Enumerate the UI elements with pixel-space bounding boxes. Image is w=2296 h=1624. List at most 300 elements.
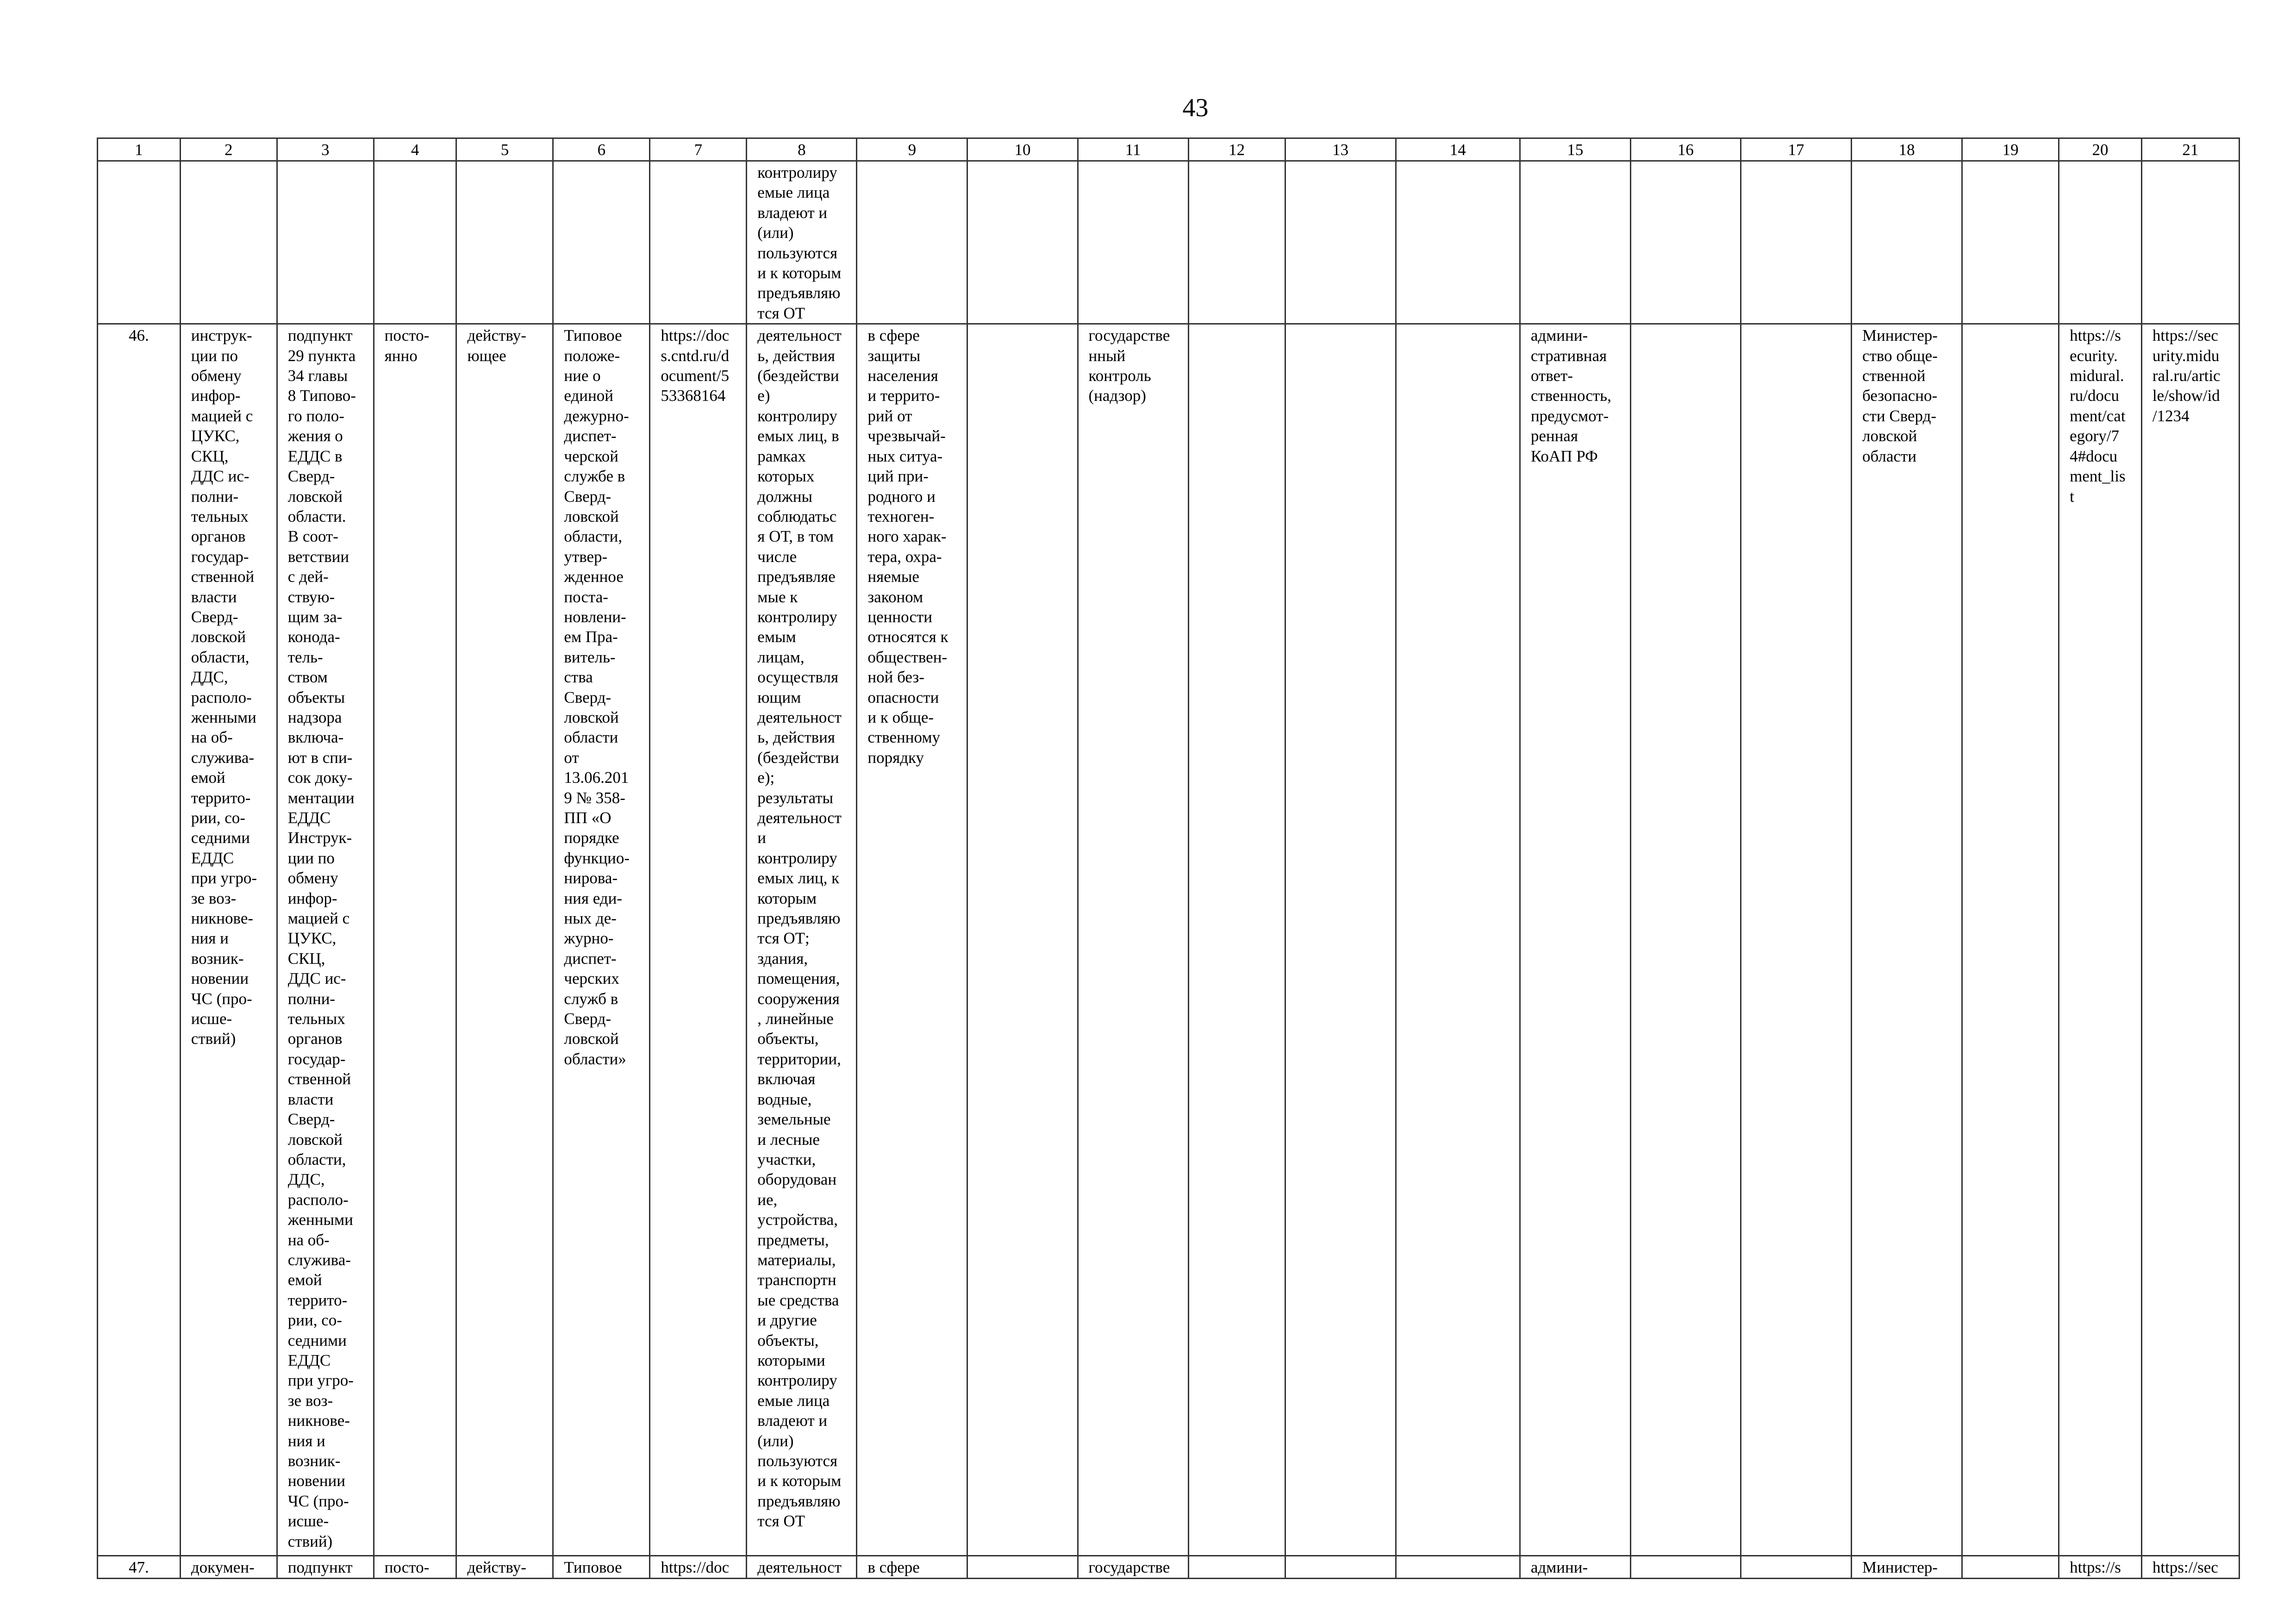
- cell-line: возник-: [191, 949, 244, 968]
- cell-line: е);: [757, 768, 775, 787]
- cell-line: обществен-: [867, 648, 948, 666]
- cell-line: ции по: [287, 849, 335, 867]
- cell-line: ственной: [1862, 367, 1926, 385]
- cell-c19: [1962, 161, 2059, 324]
- cell-line: КоАП РФ: [1530, 447, 1598, 465]
- cell-line: законом: [867, 587, 923, 606]
- cell-line: деятельност: [757, 809, 842, 827]
- cell-line: техноген-: [867, 507, 935, 525]
- cell-line: порядке: [564, 829, 619, 847]
- cell-c13: [1285, 1556, 1396, 1579]
- cell-line: помещения,: [757, 969, 840, 988]
- cell-line: ие,: [757, 1190, 778, 1209]
- cell-line: ocument/5: [661, 367, 730, 385]
- cell-line: (надзор): [1088, 387, 1146, 405]
- cell-line: го поло-: [287, 406, 344, 425]
- cell-line: Сверд-: [564, 1010, 611, 1028]
- cell-line: области,: [287, 1150, 346, 1168]
- column-number: 16: [1630, 138, 1741, 161]
- cell-line: тся ОТ: [757, 1512, 805, 1530]
- cell-line: ловской: [1862, 427, 1917, 445]
- column-number: 9: [857, 138, 967, 161]
- cell-line: ства: [564, 668, 593, 687]
- cell-line: службе в: [564, 467, 625, 486]
- cell-line: относятся к: [867, 628, 948, 646]
- cell-line: 46.: [129, 326, 149, 345]
- column-number: 10: [967, 138, 1078, 161]
- cell-line: egory/7: [2070, 427, 2119, 445]
- cell-line: от: [564, 748, 579, 767]
- cell-requirement-name: [180, 324, 277, 1556]
- cell-line: СКЦ,: [191, 447, 229, 465]
- cell-line: новении: [191, 969, 249, 988]
- cell-c14: [1396, 161, 1520, 324]
- column-number: 18: [1852, 138, 1962, 161]
- cell-line: https://s: [2070, 326, 2121, 345]
- cell-control-object: деятельност: [747, 1556, 857, 1579]
- cell-c17: [1741, 1556, 1851, 1579]
- cell-line: посто-: [384, 326, 430, 345]
- cell-article-link[interactable]: https://sec: [2141, 1556, 2239, 1579]
- cell-line: террито-: [287, 1291, 348, 1309]
- cell-c7: [650, 161, 747, 324]
- cell-line: , линейные: [757, 1010, 834, 1028]
- cell-line: власти: [191, 587, 237, 606]
- cell-c15: [1520, 161, 1630, 324]
- cell-line: деятельност: [757, 708, 842, 726]
- cell-line: мацией с: [191, 406, 253, 425]
- cell-line: Сверд-: [287, 1110, 335, 1129]
- cell-line: админи-: [1530, 326, 1588, 345]
- cell-line: защиты: [867, 346, 921, 365]
- cell-guidance-link[interactable]: [2059, 324, 2142, 1556]
- cell-line: ловской: [564, 1030, 619, 1048]
- cell-c12: [1188, 161, 1285, 324]
- cell-authority: [1852, 324, 1962, 1556]
- cell-line: водные,: [757, 1090, 812, 1108]
- cell-line: янно: [384, 346, 418, 365]
- cell-line: (бездействи: [757, 748, 839, 767]
- cell-c12: [1188, 324, 1285, 1556]
- column-number: 15: [1520, 138, 1630, 161]
- cell-line: родного и: [867, 487, 936, 506]
- column-number: 12: [1188, 138, 1285, 161]
- cell-line: поста-: [564, 587, 608, 606]
- cell-c2: [180, 161, 277, 324]
- cell-line: ДДС ис-: [287, 969, 346, 988]
- cell-c20: [2059, 161, 2142, 324]
- cell-line: ловской: [564, 708, 619, 726]
- cell-line: ют в спи-: [287, 748, 353, 767]
- cell-line: инфор-: [191, 387, 241, 405]
- cell-line: тся ОТ: [757, 304, 805, 322]
- cell-line: транспортн: [757, 1271, 836, 1289]
- cell-c14: [1396, 324, 1520, 1556]
- column-number: 20: [2059, 138, 2142, 161]
- cell-line: обмену: [191, 367, 242, 385]
- cell-line: лицам,: [757, 648, 805, 666]
- table-row-46: [98, 324, 2240, 1556]
- cell-line: чрезвычай-: [867, 427, 946, 445]
- cell-line: оборудован: [757, 1170, 837, 1189]
- cell-line: Сверд-: [564, 487, 611, 506]
- cell-line: новении: [287, 1472, 346, 1490]
- column-number: 3: [277, 138, 374, 161]
- cell-c16: [1630, 324, 1741, 1556]
- cell-line: территории,: [757, 1049, 841, 1068]
- cell-line: емой: [287, 1271, 322, 1289]
- cell-line: инструк-: [191, 326, 252, 345]
- cell-line: опасности: [867, 688, 939, 706]
- cell-act-link[interactable]: [650, 324, 747, 1556]
- cell-line: ЧС (про-: [287, 1492, 349, 1510]
- cell-validity-period: посто-: [374, 1556, 456, 1579]
- cell-line: никнове-: [287, 1412, 350, 1430]
- cell-line: материалы,: [757, 1250, 836, 1269]
- cell-c4: [374, 161, 456, 324]
- cell-control-object: [747, 324, 857, 1556]
- cell-line: и террито-: [867, 387, 940, 405]
- cell-line: зе воз-: [191, 889, 237, 907]
- cell-line: 4#docu: [2070, 447, 2118, 465]
- cell-line: никнове-: [191, 909, 254, 928]
- cell-line: и к которым: [757, 264, 842, 282]
- cell-line: женными: [191, 708, 256, 726]
- cell-c18: [1852, 161, 1962, 324]
- column-number: 6: [553, 138, 650, 161]
- cell-c19: [1962, 1556, 2059, 1579]
- cell-line: области,: [191, 648, 250, 666]
- cell-c14: [1396, 1556, 1520, 1579]
- cell-line: е): [757, 387, 770, 405]
- cell-line: террито-: [191, 788, 251, 807]
- column-number: 11: [1078, 138, 1188, 161]
- column-number: 4: [374, 138, 456, 161]
- cell-line: и: [757, 829, 767, 847]
- cell-legal-act: [553, 324, 650, 1556]
- cell-line: предъявляю: [757, 909, 841, 928]
- column-number: 19: [1962, 138, 2059, 161]
- page-number: 43: [1182, 94, 1209, 122]
- cell-line: седними: [191, 829, 250, 847]
- cell-line: ловской: [191, 628, 246, 646]
- cell-line: подпункт: [287, 326, 353, 345]
- cell-line: ДДС,: [287, 1170, 325, 1189]
- cell-line: конода-: [287, 628, 340, 646]
- cell-status: действу-: [456, 1556, 553, 1579]
- cell-line: нный: [1088, 346, 1126, 365]
- cell-line: в сфере: [867, 326, 920, 345]
- cell-line: витель-: [564, 648, 616, 666]
- cell-structural-unit: [277, 324, 374, 1556]
- cell-line: ЕДДС: [191, 849, 234, 867]
- cell-line: располо-: [287, 1190, 349, 1209]
- cell-line: ценности: [867, 607, 933, 626]
- cell-line: контролиру: [757, 406, 837, 425]
- column-number: 21: [2141, 138, 2239, 161]
- cell-protected-values: [857, 324, 967, 1556]
- cell-line: дежурно-: [564, 406, 629, 425]
- cell-line: ния еди-: [564, 889, 622, 907]
- cell-line: ных де-: [564, 909, 617, 928]
- cell-line: органов: [191, 527, 246, 546]
- cell-line: жденное: [564, 568, 624, 586]
- cell-line: на об-: [287, 1230, 330, 1249]
- cell-c6: [553, 161, 650, 324]
- cell-line: ЕДДС: [287, 809, 331, 827]
- cell-line: контролиру: [757, 849, 837, 867]
- column-number: 14: [1396, 138, 1520, 161]
- cell-line: и лесные: [757, 1130, 820, 1149]
- cell-act-link[interactable]: https://doc: [650, 1556, 747, 1579]
- cell-line: зе воз-: [287, 1391, 333, 1410]
- cell-line: пользуются: [757, 244, 838, 262]
- cell-protected-values: в сфере: [857, 1556, 967, 1579]
- cell-line: midural.: [2070, 367, 2124, 385]
- cell-requirement-name: докумен-: [180, 1556, 277, 1579]
- cell-line: 53368164: [661, 387, 726, 405]
- cell-line: включая: [757, 1070, 816, 1088]
- cell-c10: [967, 1556, 1078, 1579]
- cell-line: рии, со-: [287, 1311, 342, 1330]
- cell-line: ных ситуа-: [867, 447, 943, 465]
- cell-line: емые лица: [757, 183, 830, 202]
- cell-c10: [967, 324, 1078, 1556]
- cell-line: сти Сверд-: [1862, 406, 1937, 425]
- cell-authority: Министер-: [1852, 1556, 1962, 1579]
- cell-line: новлени-: [564, 607, 626, 626]
- cell-line: предъявляе: [757, 568, 836, 586]
- column-number: 7: [650, 138, 747, 161]
- cell-line: ЕДДС: [287, 1351, 331, 1369]
- cell-line: контролиру: [757, 1371, 837, 1390]
- cell-line: ции по: [191, 346, 238, 365]
- cell-line: ЕДДС в: [287, 447, 343, 465]
- cell-liability: [1520, 324, 1630, 1556]
- cell-c9: [857, 161, 967, 324]
- cell-line: области.: [287, 507, 346, 525]
- cell-c16: [1630, 1556, 1741, 1579]
- cell-line: 8 Типово-: [287, 387, 356, 405]
- cell-article-link[interactable]: [2141, 324, 2239, 1556]
- cell-status: [456, 324, 553, 1556]
- cell-line: ment/cat: [2070, 406, 2126, 425]
- cell-line: https://sec: [2152, 326, 2218, 345]
- cell-line: обмену: [287, 869, 338, 887]
- cell-line: нирова-: [564, 869, 618, 887]
- cell-c16: [1630, 161, 1741, 324]
- cell-line: СКЦ,: [287, 949, 325, 968]
- cell-c13: [1285, 324, 1396, 1556]
- cell-line: ветствии: [287, 547, 349, 566]
- cell-line: ствий): [191, 1030, 236, 1048]
- cell-line: исше-: [191, 1010, 232, 1028]
- cell-line: области: [1862, 447, 1917, 465]
- cell-line: щим за-: [287, 607, 343, 626]
- cell-line: ментации: [287, 788, 355, 807]
- cell-line: объекты,: [757, 1331, 819, 1349]
- cell-line: https://doc: [661, 326, 730, 345]
- cell-line: владеют и: [757, 1412, 828, 1430]
- cell-line: устройства,: [757, 1211, 838, 1229]
- cell-line: ственной: [191, 568, 255, 586]
- cell-line: 13.06.201: [564, 768, 629, 787]
- cell-line: /1234: [2152, 406, 2190, 425]
- cell-line: деятельност: [757, 326, 842, 345]
- cell-line: предъявляю: [757, 1492, 841, 1510]
- cell-line: емых лиц, к: [757, 869, 840, 887]
- cell-legal-act: Типовое: [553, 1556, 650, 1579]
- cell-line: числе: [757, 547, 797, 566]
- cell-line: мые к: [757, 587, 798, 606]
- cell-line: ПП «О: [564, 809, 611, 827]
- cell-line: 9 № 358-: [564, 788, 625, 807]
- cell-c17: [1741, 161, 1851, 324]
- cell-line: возник-: [287, 1452, 341, 1470]
- cell-line: седними: [287, 1331, 347, 1349]
- cell-line: черской: [564, 447, 619, 465]
- cell-line: t: [2070, 487, 2074, 506]
- cell-liability: админи-: [1520, 1556, 1630, 1579]
- cell-line: емой: [191, 768, 225, 787]
- cell-line: которых: [757, 467, 815, 486]
- cell-line: мацией с: [287, 909, 350, 928]
- cell-line: функцио-: [564, 849, 630, 867]
- cell-line: s.cntd.ru/d: [661, 346, 730, 365]
- cell-line: которыми: [757, 1351, 825, 1369]
- cell-line: 29 пункта: [287, 346, 356, 365]
- cell-line: полни-: [191, 487, 239, 506]
- cell-line: государ-: [287, 1049, 346, 1068]
- cell-line: ственной: [287, 1070, 351, 1088]
- cell-line: ренная: [1530, 427, 1578, 445]
- cell-line: соблюдатьс: [757, 507, 837, 525]
- cell-line: и к которым: [757, 1472, 842, 1490]
- cell-line: ствий): [287, 1532, 333, 1550]
- cell-line: ru/docu: [2070, 387, 2119, 405]
- cell-line: 34 главы: [287, 367, 348, 385]
- cell-line: единой: [564, 387, 613, 405]
- cell-line: при угро-: [287, 1371, 354, 1390]
- cell-line: (или): [757, 1431, 794, 1450]
- table-row-continuation: [98, 161, 2240, 324]
- cell-line: ЧС (про-: [191, 989, 252, 1008]
- cell-line: ющим: [757, 688, 801, 706]
- cell-line: Сверд-: [191, 607, 238, 626]
- cell-line: ем Пра-: [564, 628, 618, 646]
- cell-line: полни-: [287, 989, 336, 1008]
- cell-line: черских: [564, 969, 619, 988]
- cell-line: ловской: [287, 1130, 343, 1149]
- cell-line: области,: [564, 527, 623, 546]
- cell-line: ственность,: [1530, 387, 1611, 405]
- cell-line: положе-: [564, 346, 620, 365]
- cell-line: действу-: [467, 326, 526, 345]
- cell-line: контроль: [1088, 367, 1151, 385]
- cell-row-number: [98, 324, 181, 1556]
- cell-line: женными: [287, 1211, 353, 1229]
- cell-line: надзора: [287, 708, 342, 726]
- cell-line: ral.ru/artic: [2152, 367, 2221, 385]
- cell-line: ответ-: [1530, 367, 1573, 385]
- cell-line: няемые: [867, 568, 919, 586]
- cell-line: Сверд-: [564, 688, 611, 706]
- cell-line: ние о: [564, 367, 601, 385]
- cell-c13: [1285, 161, 1396, 324]
- cell-line: служб в: [564, 989, 618, 1008]
- cell-line: журно-: [564, 929, 614, 948]
- cell-line: рии, со-: [191, 809, 245, 827]
- cell-line: В соот-: [287, 527, 338, 546]
- cell-c12: [1188, 1556, 1285, 1579]
- cell-line: предъявляю: [757, 284, 841, 302]
- cell-line: ного харак-: [867, 527, 947, 546]
- cell-line: ment_lis: [2070, 467, 2126, 486]
- cell-line: владеют и: [757, 203, 828, 222]
- cell-c1: [98, 161, 181, 324]
- cell-line: ЦУКС,: [191, 427, 240, 445]
- cell-line: участки,: [757, 1150, 816, 1168]
- cell-line: Сверд-: [287, 467, 335, 486]
- cell-guidance-link[interactable]: https://s: [2059, 1556, 2142, 1579]
- cell-line: служива-: [191, 748, 255, 767]
- cell-line: ые средства: [757, 1291, 839, 1309]
- cell-line: которым: [757, 889, 817, 907]
- cell-line: включа-: [287, 728, 344, 747]
- cell-line: и другие: [757, 1311, 817, 1330]
- column-number-row: [98, 138, 2240, 161]
- cell-line: исше-: [287, 1512, 329, 1530]
- cell-line: диспет-: [564, 427, 617, 445]
- cell-line: ь, действия: [757, 728, 836, 747]
- cell-line: жения о: [287, 427, 343, 445]
- cell-line: тельных: [287, 1010, 345, 1028]
- cell-line: ство обще-: [1862, 346, 1938, 365]
- cell-line: рий от: [867, 406, 912, 425]
- cell-line: ствую-: [287, 587, 335, 606]
- cell-line: объекты,: [757, 1030, 819, 1048]
- column-number: 2: [180, 138, 277, 161]
- cell-c11: [1078, 161, 1188, 324]
- cell-row-number: 47.: [98, 1556, 181, 1579]
- column-number: 5: [456, 138, 553, 161]
- cell-line: тельных: [191, 507, 249, 525]
- cell-line: органов: [287, 1030, 343, 1048]
- cell-line: результаты: [757, 788, 834, 807]
- cell-line: ющее: [467, 346, 506, 365]
- cell-line: сок доку-: [287, 768, 353, 787]
- cell-line: ния и: [287, 1431, 325, 1450]
- cell-c19: [1962, 324, 2059, 1556]
- cell-control-type: государстве: [1078, 1556, 1188, 1579]
- cell-line: Типовое: [564, 326, 622, 345]
- cell-control-type: [1078, 324, 1188, 1556]
- cell-line: ловской: [287, 487, 343, 506]
- cell-line: я ОТ, в том: [757, 527, 834, 546]
- cell-c21: [2141, 161, 2239, 324]
- cell-line: предусмот-: [1530, 406, 1609, 425]
- cell-line: тера, охра-: [867, 547, 942, 566]
- cell-line: области»: [564, 1049, 626, 1068]
- cell-validity-period: [374, 324, 456, 1556]
- cell-c17: [1741, 324, 1851, 1556]
- cell-line: ной без-: [867, 668, 924, 687]
- register-table: [97, 137, 2240, 1579]
- cell-line: контролиру: [757, 607, 837, 626]
- cell-line: населения: [867, 367, 938, 385]
- cell-line: Инструк-: [287, 829, 352, 847]
- cell-line: объекты: [287, 688, 345, 706]
